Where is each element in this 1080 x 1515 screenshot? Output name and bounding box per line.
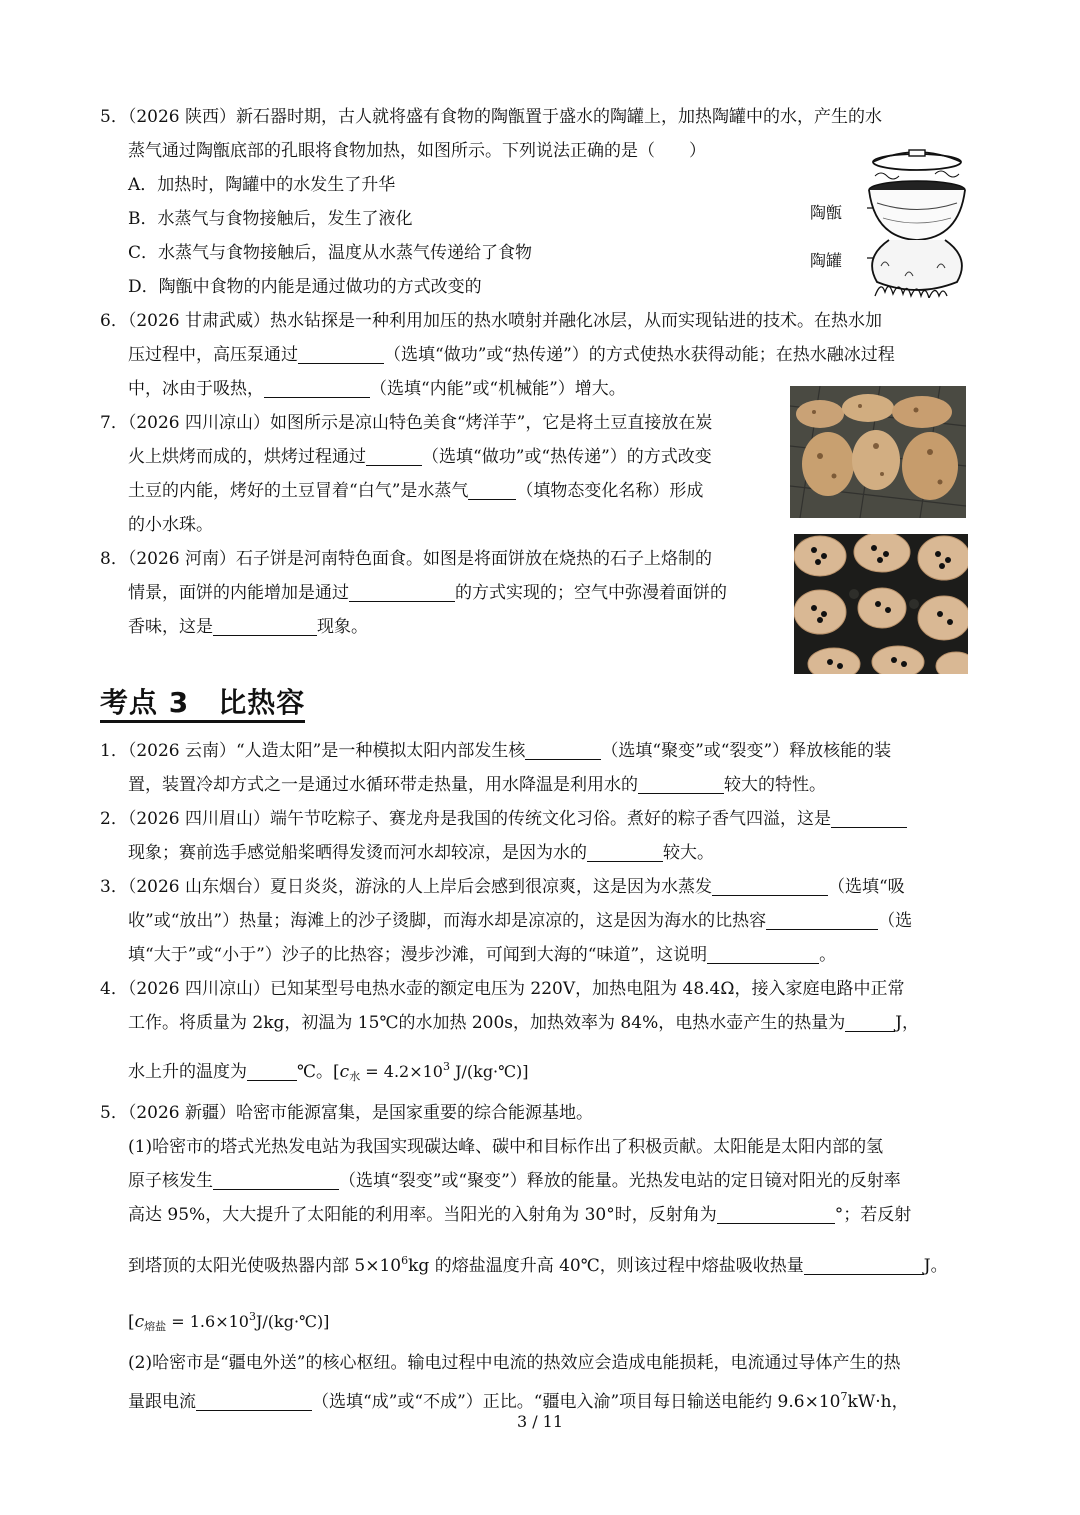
s4-line1: 4．（2026 四川凉山）已知某型号电热水壶的额定电压为 220V，加热电阻为 48.4Ω，接入家庭电路中正常 <box>100 979 905 999</box>
s3-blank-2[interactable] <box>766 911 878 930</box>
q8-line3-part1: 香味，这是 <box>128 617 213 637</box>
q7-line3 <box>128 480 703 502</box>
pottery-steamer-figure <box>855 148 975 298</box>
s5-p2-line1: (2)哈密市是“疆电外送”的核心枢纽。输电过程中电流的热效应会造成电能损耗，电流通过导体产生的热 <box>128 1353 901 1373</box>
q6-line3-part2: （选填“内能”或“机械能”）增大。 <box>370 379 626 399</box>
s5-p1-line1: (1)哈密市的塔式光热发电站为我国实现碳达峰、碳中和目标作出了积极贡献。太阳能是太阳内部的氢 <box>128 1137 884 1157</box>
s4-blank-1[interactable] <box>845 1013 895 1032</box>
s5-line1: 5．（2026 新疆）哈密市能源富集，是国家重要的综合能源基地。 <box>100 1103 593 1123</box>
s5-p1-line4-exponent: 6 <box>401 1254 409 1267</box>
s1-blank-2[interactable] <box>638 775 724 794</box>
s3-line3-part2: 。 <box>819 945 837 965</box>
q5-line1: 5．（2026 陕西）新石器时期，古人就将盛有食物的陶甑置于盛水的陶罐上，加热陶罐中的水，产生的水 <box>100 107 882 127</box>
s3-blank-3[interactable] <box>707 945 819 964</box>
s5-c-symbol: c <box>134 1312 145 1332</box>
s5-p1-line5-bracket: [ <box>128 1312 135 1332</box>
s3-line1 <box>100 876 905 898</box>
s5-p1-line4 <box>128 1250 948 1277</box>
s5-p1-line4-part3: J。 <box>923 1256 948 1276</box>
q8-line1: 8．（2026 河南）石子饼是河南特色面食。如图是将面饼放在烧热的石子上烙制的 <box>100 549 712 569</box>
s5-blank-3[interactable] <box>804 1256 924 1275</box>
s5-p1-line3 <box>128 1204 911 1226</box>
q8-blank-2[interactable] <box>213 617 317 636</box>
s5-p1-line3-part1: 高达 95%，大大提升了太阳能的利用率。当阳光的入射角为 30°时，反射角为 <box>128 1205 717 1225</box>
s2-line2-part2: 较大。 <box>663 843 714 863</box>
s5-c-exponent: 3 <box>248 1310 256 1323</box>
s5-p1-line4-part2: kg 的熔盐温度升高 40℃，则该过程中熔盐吸收热量 <box>408 1256 804 1276</box>
s2-line2-part1: 现象；赛前选手感觉船桨晒得发烫而河水却较凉，是因为水的 <box>128 843 587 863</box>
q7-line3-part1: 土豆的内能，烤好的土豆冒着“白气”是水蒸气 <box>128 481 469 501</box>
q5-option-c: C．水蒸气与食物接触后，温度从水蒸气传递给了食物 <box>128 243 533 263</box>
fig-label-taozeng: 陶甑 <box>810 203 843 222</box>
q7-line3-part2: （填物态变化名称）形成 <box>516 481 704 501</box>
s5-p1-line2-part1: 原子核发生 <box>128 1171 213 1191</box>
s3-line3-part1: 填“大于”或“小于”）沙子的比热容；漫步沙滩，可闻到大海的“味道”，这说明 <box>128 945 708 965</box>
s1-line2 <box>128 774 826 796</box>
s4-line2-part1: 工作。将质量为 2kg，初温为 15℃的水加热 200s，加热效率为 84%，电热水壶产生的热量为 <box>128 1013 846 1033</box>
q8-line3 <box>128 616 368 638</box>
q8-line2-part1: 情景，面饼的内能增加是通过 <box>128 583 349 603</box>
fig-label-taoguan: 陶罐 <box>810 251 843 270</box>
s5-p2-line2-part3: kW·h， <box>847 1392 909 1412</box>
q6-line2-part2: （选填“做功”或“热传递”）的方式使热水获得动能；在热水融冰过程 <box>384 345 895 365</box>
q5-option-b: B．水蒸气与食物接触后，发生了液化 <box>128 209 413 229</box>
s5-p2-line2 <box>128 1386 909 1413</box>
s2-blank-2[interactable] <box>587 843 663 862</box>
q8-line3-part2: 现象。 <box>317 617 368 637</box>
q7-line2 <box>128 446 712 468</box>
s4-line3-part2: ℃。[ <box>297 1062 340 1082</box>
s1-line1-part1: 1．（2026 云南）“人造太阳”是一种模拟太阳内部发生核 <box>100 741 526 761</box>
s5-p1-line2-part2: （选填“裂变”或“聚变”）释放的能量。光热发电站的定日镜对阳光的反射率 <box>339 1171 901 1191</box>
s1-line1-part2: （选填“聚变”或“裂变”）释放核能的装 <box>601 741 892 761</box>
s1-line1 <box>100 740 891 762</box>
s5-c-subscript: 熔盐 <box>144 1320 167 1333</box>
s4-c-exponent: 3 <box>442 1060 450 1073</box>
s3-line2 <box>128 910 912 932</box>
s5-c-unit: J/(kg·℃)] <box>255 1312 330 1331</box>
q8-line2-part2: 的方式实现的；空气中弥漫着面饼的 <box>455 583 727 603</box>
q8-blank-1[interactable] <box>349 583 455 602</box>
s3-line2-part2: （选 <box>878 911 913 931</box>
q7-line4: 的小水珠。 <box>128 515 213 535</box>
s4-c-unit: J/(kg·℃)] <box>449 1062 529 1081</box>
page-number: 3 / 11 <box>516 1412 564 1431</box>
q6-line1: 6．（2026 甘肃武威）热水钻探是一种利用加压的热水喷射并融化冰层，从而实现钻进的技术。在热水加 <box>100 311 882 331</box>
s1-line2-part1: 置，装置冷却方式之一是通过水循环带走热量，用水降温是利用水的 <box>128 775 638 795</box>
q6-blank-2[interactable] <box>264 379 370 398</box>
q7-line2-part2: （选填“做功”或“热传递”）的方式改变 <box>422 447 712 467</box>
s5-p2-line2-exponent: 7 <box>840 1390 848 1403</box>
s4-c-symbol: c <box>339 1062 350 1082</box>
q6-line2 <box>128 344 895 366</box>
s5-c-value: = 1.6×10 <box>166 1312 249 1331</box>
s5-p2-line2-part2: （选填“成”或“不成”）正比。“疆电入渝”项目每日输送电能约 9.6×10 <box>312 1392 841 1412</box>
s2-blank-1[interactable] <box>831 809 907 828</box>
q6-blank-1[interactable] <box>298 345 384 364</box>
s5-p1-line3-part2: °；若反射 <box>834 1205 912 1225</box>
q6-line3-part1: 中，冰由于吸热， <box>128 379 264 399</box>
s5-p1-line2 <box>128 1170 901 1192</box>
s4-line3-part1: 水上升的温度为 <box>128 1062 247 1082</box>
s3-blank-1[interactable] <box>712 877 828 896</box>
s4-c-value: = 4.2×10 <box>360 1062 443 1081</box>
s2-line1-part1: 2．（2026 四川眉山）端午节吃粽子、赛龙舟是我国的传统文化习俗。煮好的粽子香气四溢，这是 <box>100 809 831 829</box>
q6-line3 <box>128 378 626 400</box>
s3-line3 <box>128 944 836 966</box>
q7-line1: 7．（2026 四川凉山）如图所示是凉山特色美食“烤洋芋”，它是将土豆直接放在炭 <box>100 413 713 433</box>
s4-line3 <box>128 1056 529 1088</box>
s4-line2-part2: J， <box>895 1013 920 1033</box>
s5-blank-4[interactable] <box>196 1392 312 1411</box>
q7-blank-2[interactable] <box>468 481 516 500</box>
s3-line1-part1: 3．（2026 山东烟台）夏日炎炎，游泳的人上岸后会感到很凉爽，这是因为水蒸发 <box>100 877 712 897</box>
q7-line2-part1: 火上烘烤而成的，烘烤过程通过 <box>128 447 366 467</box>
roasted-potato-photo <box>790 386 966 518</box>
q5-option-a: A．加热时，陶罐中的水发生了升华 <box>128 175 396 195</box>
q8-line2 <box>128 582 727 604</box>
q6-line2-part1: 压过程中，高压泵通过 <box>128 345 298 365</box>
q5-line2: 蒸气通过陶甑底部的孔眼将食物加热，如图所示。下列说法正确的是（ ） <box>128 141 706 161</box>
q7-blank-1[interactable] <box>366 447 422 466</box>
s1-line2-part2: 较大的特性。 <box>724 775 826 795</box>
s3-line2-part1: 收”或“放出”）热量；海滩上的沙子烫脚，而海水却是凉凉的，这是因为海水的比热容 <box>128 911 767 931</box>
s4-line2 <box>128 1012 919 1034</box>
s5-p2-line2-part1: 量跟电流 <box>128 1392 196 1412</box>
s3-line1-part2: （选填“吸 <box>827 877 905 897</box>
s5-p1-line4-part1: 到塔顶的太阳光使吸热器内部 5×10 <box>128 1256 402 1276</box>
s2-line1 <box>100 808 907 830</box>
section-title: 考点 3 比热容 <box>100 686 305 723</box>
s5-p1-line5 <box>128 1306 329 1338</box>
q5-option-d: D．陶甑中食物的内能是通过做功的方式改变的 <box>128 277 482 297</box>
s5-blank-2[interactable] <box>717 1205 835 1224</box>
s4-c-subscript: 水 <box>349 1070 361 1083</box>
s2-line2 <box>128 842 714 864</box>
s1-blank-1[interactable] <box>525 741 601 760</box>
s5-blank-1[interactable] <box>213 1171 339 1190</box>
s4-blank-2[interactable] <box>247 1062 297 1081</box>
stone-pancake-photo <box>794 534 968 674</box>
